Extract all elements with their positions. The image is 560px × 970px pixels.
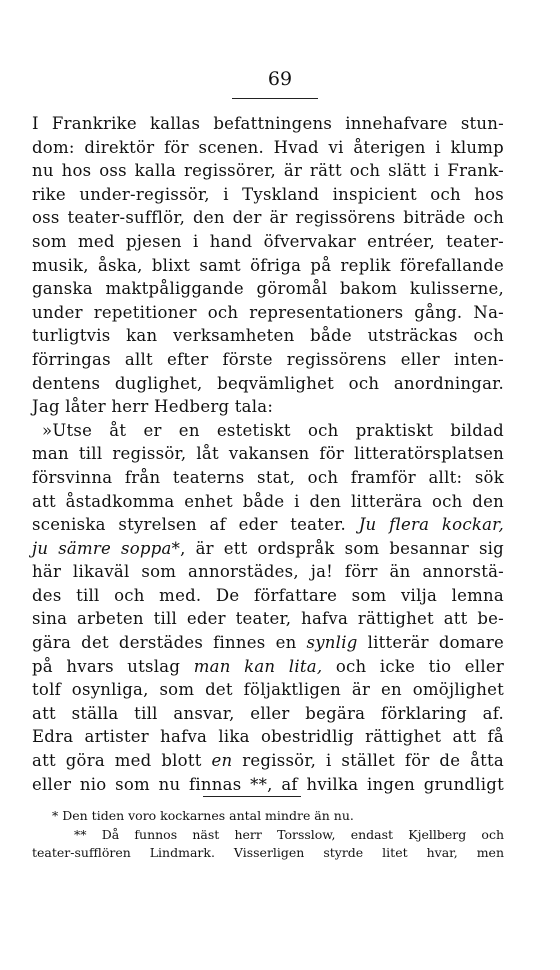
text-line: I Frankrike kallas befattningens innehafvare stun- (32, 114, 504, 133)
text-run: gära det derstädes finnes en (32, 633, 297, 653)
text-line: eller nio som nu finnas **, af hvilka ingen grundligt (32, 774, 504, 794)
text-line: förringas allt efter förste regissörens eller inten- (32, 349, 504, 369)
header-rule (232, 98, 318, 99)
text-line: dom: direktör för scenen. Hvad vi återigen i klump (32, 137, 504, 157)
text-line: des till och med. De författare som vilja lemna (32, 585, 504, 605)
text-line: under repetitioner och representationers gång. Na- (32, 302, 504, 322)
text-run: att göra med blott (32, 751, 202, 771)
text-run: på hvars utslag (32, 656, 181, 676)
text-line: sina arbeten till eder teater, hafva rättighet att be- (32, 609, 504, 629)
text-run: regissör, i stället för de åtta (242, 751, 505, 771)
text-line: musik, åska, blixt samt öfriga på replik förefallande (32, 255, 504, 275)
text-run: litterär domare (367, 633, 504, 653)
page-number: 69 (267, 68, 293, 90)
footnotes (32, 807, 504, 863)
footnote-line (32, 826, 504, 845)
text-line: Jag låter herr Hedberg tala: (32, 397, 274, 417)
text-line (32, 537, 504, 561)
text-line: oss teater-sufflör, den der är regissörens biträde och (32, 208, 504, 228)
footnote-line: * Den tiden voro kockarnes antal mindre än nu. (52, 808, 354, 823)
text-line: turligtvis kan verksamheten både utsträckas och (32, 326, 504, 346)
text-line (32, 631, 504, 655)
footnote-rule (203, 796, 301, 797)
text-line: tolf osynliga, som det följaktligen är en omöjlighet (32, 680, 504, 700)
text-line (32, 513, 504, 537)
text-line: att ställa till ansvar, eller begära förklaring af. (32, 703, 504, 723)
italic-run: en (211, 751, 233, 771)
text-line: Edra artister hafva lika obestridlig rättighet att få (32, 727, 504, 747)
text-line: dentens duglighet, beqvämlighet och anordningar. (32, 373, 504, 393)
text-run: och icke tio eller (335, 656, 504, 676)
text-line: som med pjesen i hand öfvervakar entréer, teater- (32, 231, 504, 251)
text-line: att åstadkomma enhet både i den litterära och den (32, 491, 504, 511)
italic-run: man kan lita, (193, 656, 323, 676)
italic-run: synlig (306, 633, 358, 653)
text-line (32, 655, 504, 679)
text-line: ganska maktpåliggande göromål bakom kulisserne, (32, 279, 504, 299)
text-run: sceniska styrelsen af eder teater. (32, 515, 346, 535)
text-line: här likaväl som annorstädes, ja! förr än annorstä- (32, 562, 504, 582)
text-run: funnos näst herr Torsslow, endast Kjellberg och (134, 826, 504, 842)
italic-run: Ju flera kockar, (358, 515, 504, 535)
footnote-line: teater-sufflören Lindmark. Visserligen styrde litet hvar, men (32, 845, 504, 860)
text-run: ** Då (74, 826, 120, 842)
text-line: nu hos oss kalla regissörer, är rätt och slätt i Frank- (32, 161, 504, 181)
text-line: rike under-regissör, i Tyskland inspicient och hos (32, 184, 504, 204)
text-line: försvinna från teaterns stat, och framför allt: sök (32, 467, 504, 487)
body-text (32, 112, 504, 796)
text-line: »Utse åt er en estetiskt och praktiskt bildad (42, 420, 504, 440)
text-line (32, 749, 504, 773)
text-run: *, är ett ordspråk som besannar sig (171, 538, 504, 558)
italic-run: ju sämre soppa (32, 538, 172, 558)
text-line: man till regissör, låt vakansen för litteratörsplatsen (32, 444, 504, 464)
